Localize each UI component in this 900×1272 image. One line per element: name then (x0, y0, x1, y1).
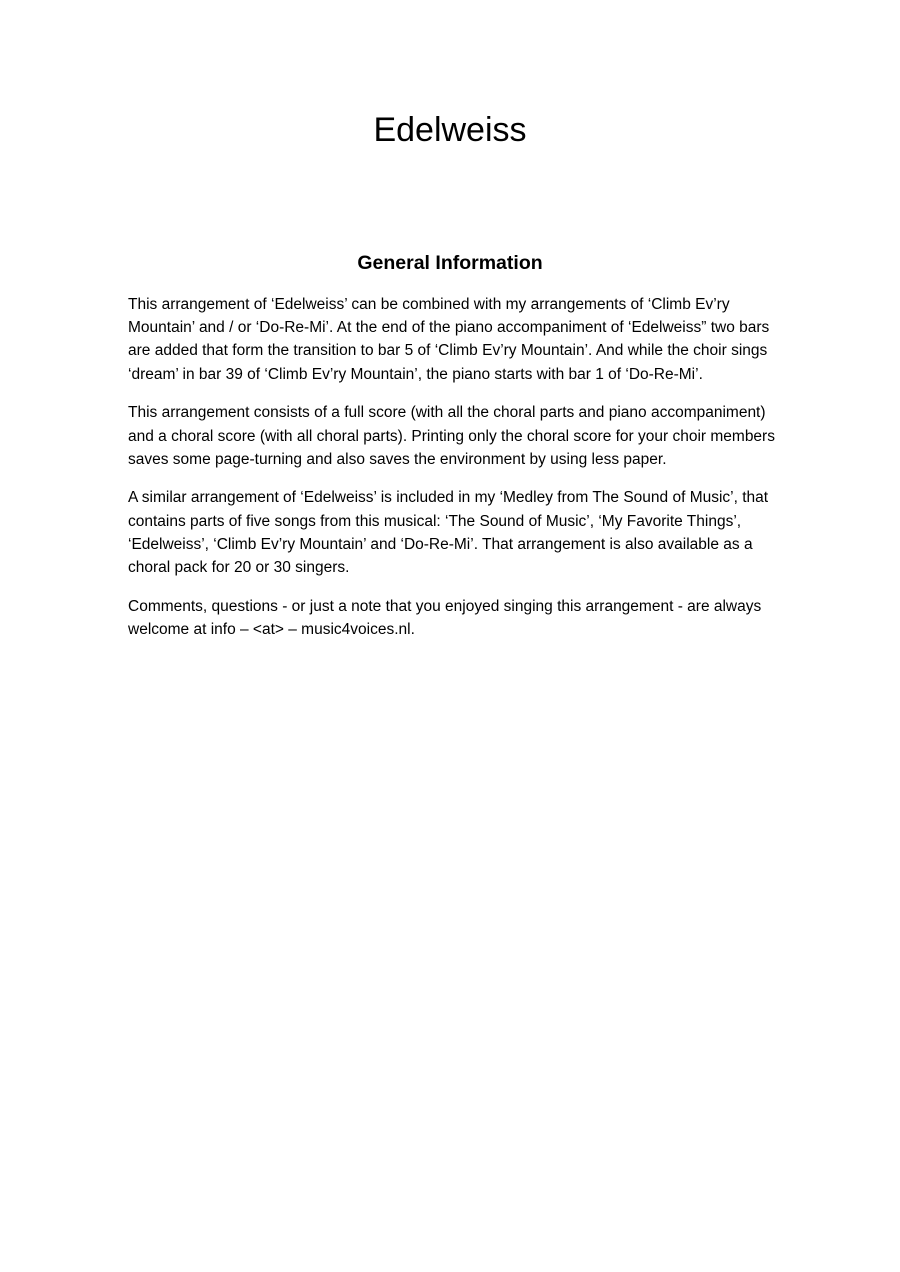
paragraph-combination: This arrangement of ‘Edelweiss’ can be combined with my arrangements of ‘Climb Ev’ry Mountain’ and / or ‘Do-Re-Mi’. At the end of the piano accompaniment of ‘Edelweiss” two bars are added that form the transition to bar 5 of ‘Climb Ev’ry Mountain’. And while the choir sings ‘dream’ in bar 39 of ‘Climb Ev’ry Mountain’, the piano starts with bar 1 of ‘Do-Re-Mi’. (128, 296, 770, 383)
paragraph-contact: Comments, questions - or just a note that you enjoyed singing this arrangement - are always welcome at info – <at> – music4voices.nl. (128, 597, 762, 638)
paragraph-medley: A similar arrangement of ‘Edelweiss’ is included in my ‘Medley from The Sound of Music’, that contains parts of five songs from this musical: ‘The Sound of Music’, ‘My Favorite Things’, ‘Edelweiss’, ‘Climb Ev’ry Mountain’ and ‘Do-Re-Mi’. That arrangement is also available as a choral pack for 20 or 30 singers. (128, 489, 769, 577)
document-body (128, 293, 776, 657)
paragraph-scores: This arrangement consists of a full score (with all the choral parts and piano accompaniment) and a choral score (with all choral parts). Printing only the choral score for your choir members saves some page-turning and also saves the environment by using less paper. (128, 404, 775, 468)
document-title: Edelweiss (373, 111, 527, 149)
section-heading: General Information (357, 252, 543, 274)
